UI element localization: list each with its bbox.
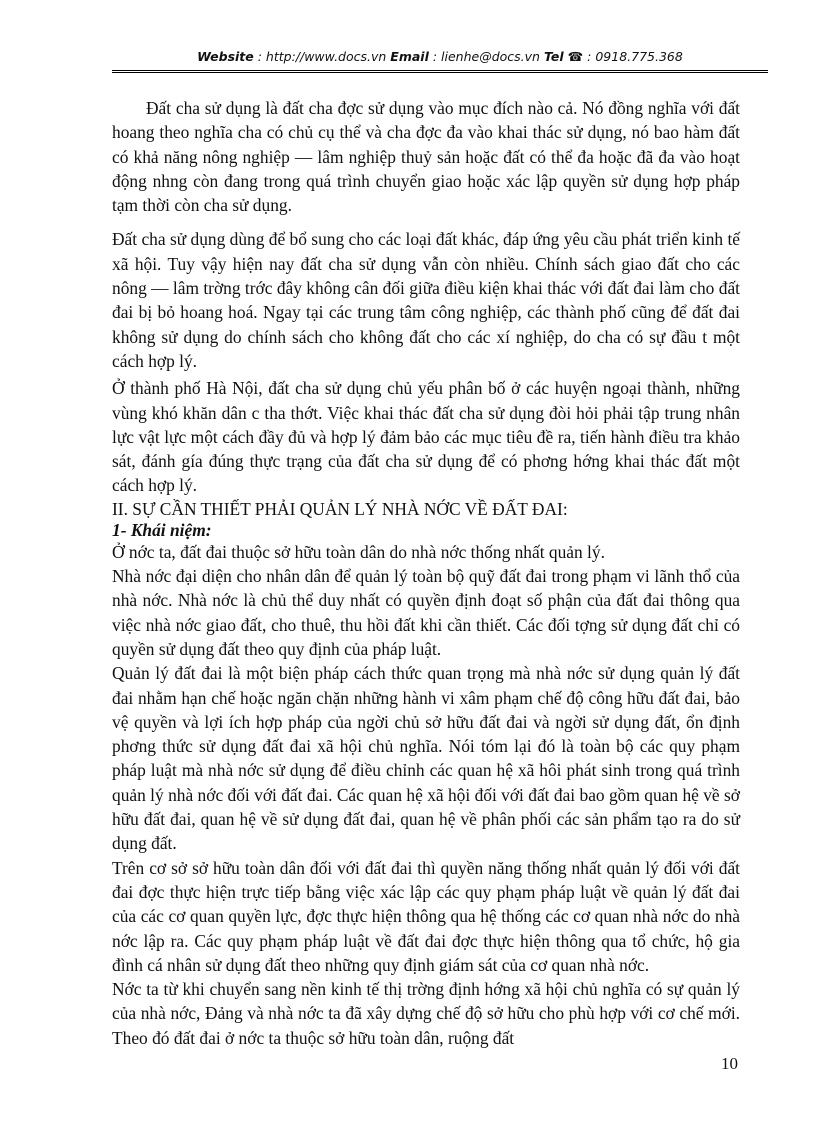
paragraph-state-representation: Nhà nớc đại diện cho nhân dân để quản lý toàn bộ quỹ đất đai trong phạm vi lãnh thổ của nhà nớc. Nhà nớc là chủ thể duy nhất có quyền định đoạt số phận của đất đai thông qua việc nhà nớc giao đất, cho thuê, thu hồi đất khi cần thiết. Các đối tợng sử dụng đất chỉ có quyền sử dụng đất theo quy định của pháp luật. (112, 566, 740, 659)
tel-label: Tel (543, 49, 564, 64)
paragraph-legal-basis: Trên cơ sở sở hữu toàn dân đối với đất đai thì quyền năng thống nhất quản lý đối với đất đai đợc thực hiện trực tiếp bằng việc xác lập các quy phạm pháp luật về quản lý đất đai của các cơ quan quyền lực, đợc thực hiện thông qua hệ thống các cơ quan nhà nớc do nhà nớc lập ra. Các quy phạm pháp luật về đất đai đợc thực hiện thông qua tổ chức, hộ gia đình cá nhân sử dụng đất theo những quy định giám sát của cơ quan nhà nớc. (112, 857, 740, 975)
email-address: : lienhe@docs.vn (428, 49, 544, 64)
paragraph-state-ownership: Ở nớc ta, đất đai thuộc sở hữu toàn dân do nhà nớc thống nhất quản lý. (112, 541, 605, 562)
website-label: Website (197, 49, 254, 64)
page-body (112, 96, 740, 1050)
paragraph-land-management: Quản lý đất đai là một biện pháp cách thức quan trọng mà nhà nớc sử dụng quản lý đất đai nhằm hạn chế hoặc ngăn chặn những hành vi xâm phạm chế độ công hữu đất đai, bảo vệ quyền và lợi ích hợp pháp của ngời chủ sở hữu đất đai và ngời sử dụng đất, ổn định phơng thức sử dụng đất đai xã hội chủ nghĩa. Nói tóm lại đó là toàn bộ các quy phạm pháp luật mà nhà nớc sử dụng để điều chỉnh các quan hệ xã hôi phát sinh trong quá trình quản lý nhà nớc đối với đất đai. Các quan hệ xã hội đối với đất đai bao gồm quan hệ về sở hữu đất đai, quan hệ về sử dụng đất đai, quan hệ về phân phối các sản phẩm tạo ra do sử dụng đất. (112, 663, 740, 854)
section-heading: II. SỰ CẦN THIẾT PHẢI QUẢN LÝ NHÀ NỚC VỀ ĐẤT ĐAI: (112, 498, 568, 519)
phone-icon: ☎ (567, 49, 584, 64)
subsection-heading: 1- Khái niệm: (112, 519, 212, 540)
website-url: : http://www.docs.vn (253, 49, 391, 64)
page-header (112, 49, 768, 73)
page-number: 10 (721, 1054, 738, 1073)
tel-number: : 0918.775.368 (583, 49, 683, 64)
paragraph-hanoi-unused-land: Ở thành phố Hà Nội, đất cha sử dụng chủ yếu phân bố ở các huyện ngoại thành, những vùng khó khăn dân c tha thớt. Việc khai thác đất cha sử dụng đòi hỏi phải tập trung nhân lực vật lực một cách đầy đủ và hợp lý đảm bảo các mục tiêu đề ra, tiến hành điều tra khảo sát, đánh gía đúng thực trạng của đất cha sử dụng để có phơng hớng khai thác đất một cách hợp lý. (112, 378, 740, 496)
paragraph-unused-land-purpose: Đất cha sử dụng dùng để bổ sung cho các loại đất khác, đáp ứng yêu cầu phát triển kinh tế xã hội. Tuy vậy hiện nay đất cha sử dụng vẫn còn nhiều. Chính sách giao đất cho các nông — lâm trờng trớc đây không cân đối giữa điều kiện khai thác với đất đai làm cho đất đai bị bỏ hoang hoá. Ngay tại các trung tâm công nghiệp, các thành phố cũng để đất đai không sử dụng do chính sách cho không đất cho các xí nghiệp, do cha có sự đầu t một cách hợp lý. (112, 229, 740, 371)
email-label: Email (390, 49, 429, 64)
paragraph-unused-land-definition: Đất cha sử dụng là đất cha đợc sử dụng vào mục đích nào cả. Nó đồng nghĩa với đất hoang theo nghĩa cha có chủ cụ thể và cha đợc đa vào khai thác sử dụng, nó bao hàm đất có khả năng nông nghiệp — lâm nghiệp thuỷ sản hoặc đất có thể đa hoặc đã đa vào hoạt động nhng còn đang trong quá trình chuyển giao hoặc xác lập quyền sử dụng hợp pháp tạm thời còn cha sử dụng. (112, 98, 740, 216)
paragraph-market-economy: Nớc ta từ khi chuyển sang nền kinh tế thị trờng định hớng xã hội chủ nghĩa có sự quản lý của nhà nớc, Đảng và nhà nớc ta đã xây dựng chế độ sở hữu cho phù hợp với cơ chế mới. Theo đó đất đai ở nớc ta thuộc sở hữu toàn dân, ruộng đất (112, 979, 740, 1048)
